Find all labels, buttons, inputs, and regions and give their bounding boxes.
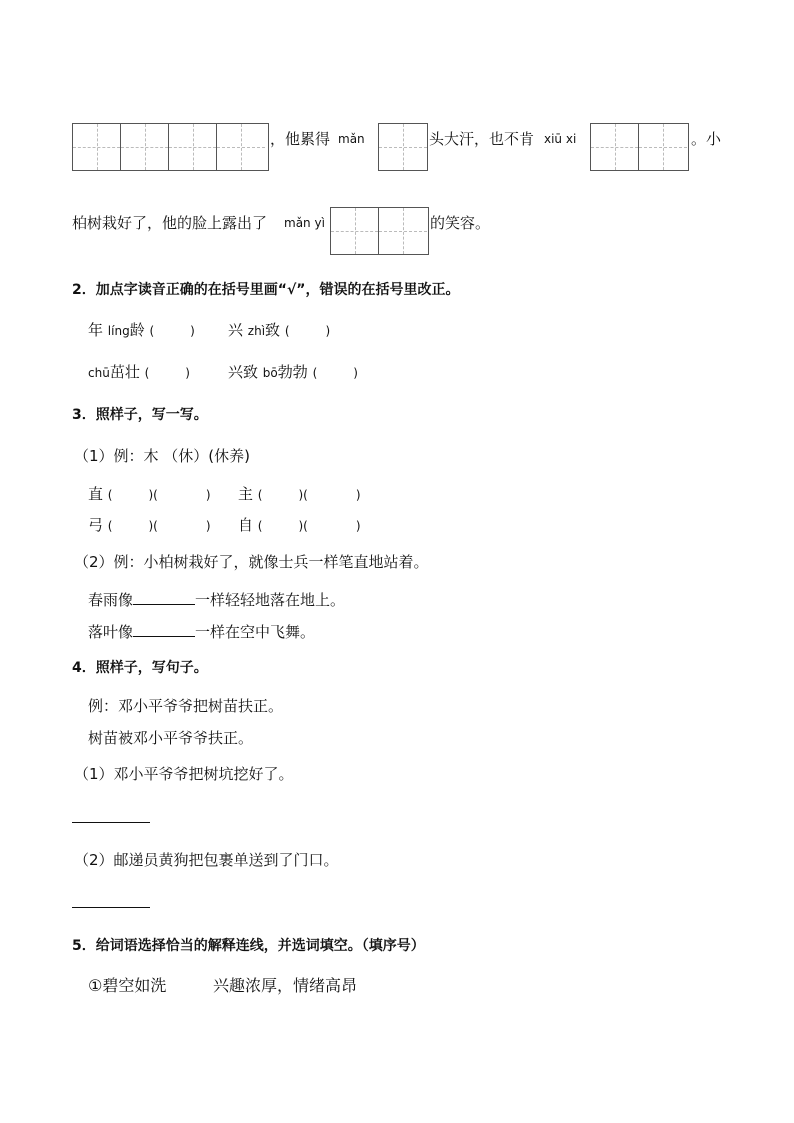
char-item [88, 484, 211, 505]
grid-cell[interactable] [379, 208, 427, 254]
pinyin-item [228, 362, 358, 383]
grid-cell[interactable] [331, 208, 379, 254]
answer-paren[interactable]: ( )( ) [107, 519, 211, 533]
char: 直 [88, 485, 104, 503]
pinyin-item [228, 320, 330, 341]
writing-grid-4[interactable] [330, 207, 429, 255]
char-item [88, 515, 211, 536]
fill-text: 。小 [691, 130, 722, 148]
char-item [238, 484, 361, 505]
fill-text: 头大汗，也不肯 [429, 130, 535, 148]
fill-text: 的笑容。 [430, 214, 491, 232]
pinyin: xiū xi [544, 132, 577, 146]
word-item[interactable]: ①碧空如洗 [88, 976, 167, 995]
char-item [238, 515, 361, 536]
answer-paren[interactable]: ( ) [149, 324, 195, 338]
char: 茁壮 [109, 363, 140, 381]
fill-text: ，他累得 [270, 130, 331, 148]
sentence-end: 一样在空中飞舞。 [195, 623, 316, 641]
answer-blank[interactable] [133, 590, 195, 605]
fill-text: 柏树栽好了，他的脸上露出了 [72, 214, 268, 232]
pinyin: zhì [247, 324, 266, 338]
char: 弓 [88, 516, 104, 534]
pinyin: mǎn yì [284, 216, 325, 230]
char: 主 [238, 485, 254, 503]
writing-grid-2[interactable] [378, 123, 428, 171]
answer-paren[interactable]: ( ) [144, 366, 190, 380]
answer-paren[interactable]: ( )( ) [257, 488, 361, 502]
pinyin-item [88, 362, 190, 383]
sentence-start: 春雨像 [88, 591, 134, 609]
sentence-end: 一样轻轻地落在地上。 [195, 591, 346, 609]
grid-cell[interactable] [591, 124, 639, 170]
pinyin: chū [88, 366, 110, 380]
answer-paren[interactable]: ( )( ) [257, 519, 361, 533]
grid-cell[interactable] [169, 124, 217, 170]
char: 自 [238, 516, 254, 534]
example-sentence: 树苗被邓小平爷爷扶正。 [88, 729, 254, 747]
answer-paren[interactable]: ( ) [284, 324, 331, 338]
sentence-start: 落叶像 [88, 623, 134, 641]
answer-paren[interactable]: ( ) [312, 366, 358, 380]
pinyin: mǎn [338, 132, 365, 146]
pinyin: líng [107, 324, 130, 338]
char: 勃勃 [277, 363, 308, 381]
grid-cell[interactable] [217, 124, 265, 170]
char: 致 [265, 321, 281, 339]
answer-line[interactable] [72, 907, 150, 908]
grid-cell[interactable] [121, 124, 169, 170]
question-3-title: 3．照样子，写一写。 [72, 407, 208, 423]
example-sentence: 例：邓小平爷爷把树苗扶正。 [88, 697, 284, 715]
question-4-title: 4．照样子，写句子。 [72, 660, 208, 676]
grid-cell[interactable] [639, 124, 687, 170]
question-item-1: （1）邓小平爷爷把树坑挖好了。 [74, 765, 294, 783]
example-2: （2）例：小柏树栽好了，就像士兵一样笔直地站着。 [74, 553, 429, 571]
writing-grid-3[interactable] [590, 123, 689, 171]
grid-cell[interactable] [379, 124, 427, 170]
char: 年 [88, 321, 104, 339]
char: 兴 [228, 321, 244, 339]
question-5-title: 5．给词语选择恰当的解释连线，并选词填空。（填序号） [72, 938, 425, 954]
question-2-title: 2．加点字读音正确的在括号里画“√”，错误的在括号里改正。 [72, 282, 460, 298]
answer-blank[interactable] [133, 622, 195, 637]
pinyin-item [88, 320, 195, 341]
fill-sentence-1 [88, 590, 345, 610]
answer-line[interactable] [72, 822, 150, 823]
char: 龄 [129, 321, 145, 339]
writing-grid-1[interactable] [72, 123, 269, 171]
char: 兴致 [228, 363, 259, 381]
answer-paren[interactable]: ( )( ) [107, 488, 211, 502]
pinyin: bō [262, 366, 278, 380]
grid-cell[interactable] [73, 124, 121, 170]
question-item-2: （2）邮递员黄狗把包裹单送到了门口。 [74, 851, 339, 869]
definition-item[interactable]: 兴趣浓厚，情绪高昂 [213, 976, 358, 995]
example-1: （1）例：木 （休）(休养) [74, 447, 251, 465]
fill-sentence-2 [88, 622, 315, 642]
